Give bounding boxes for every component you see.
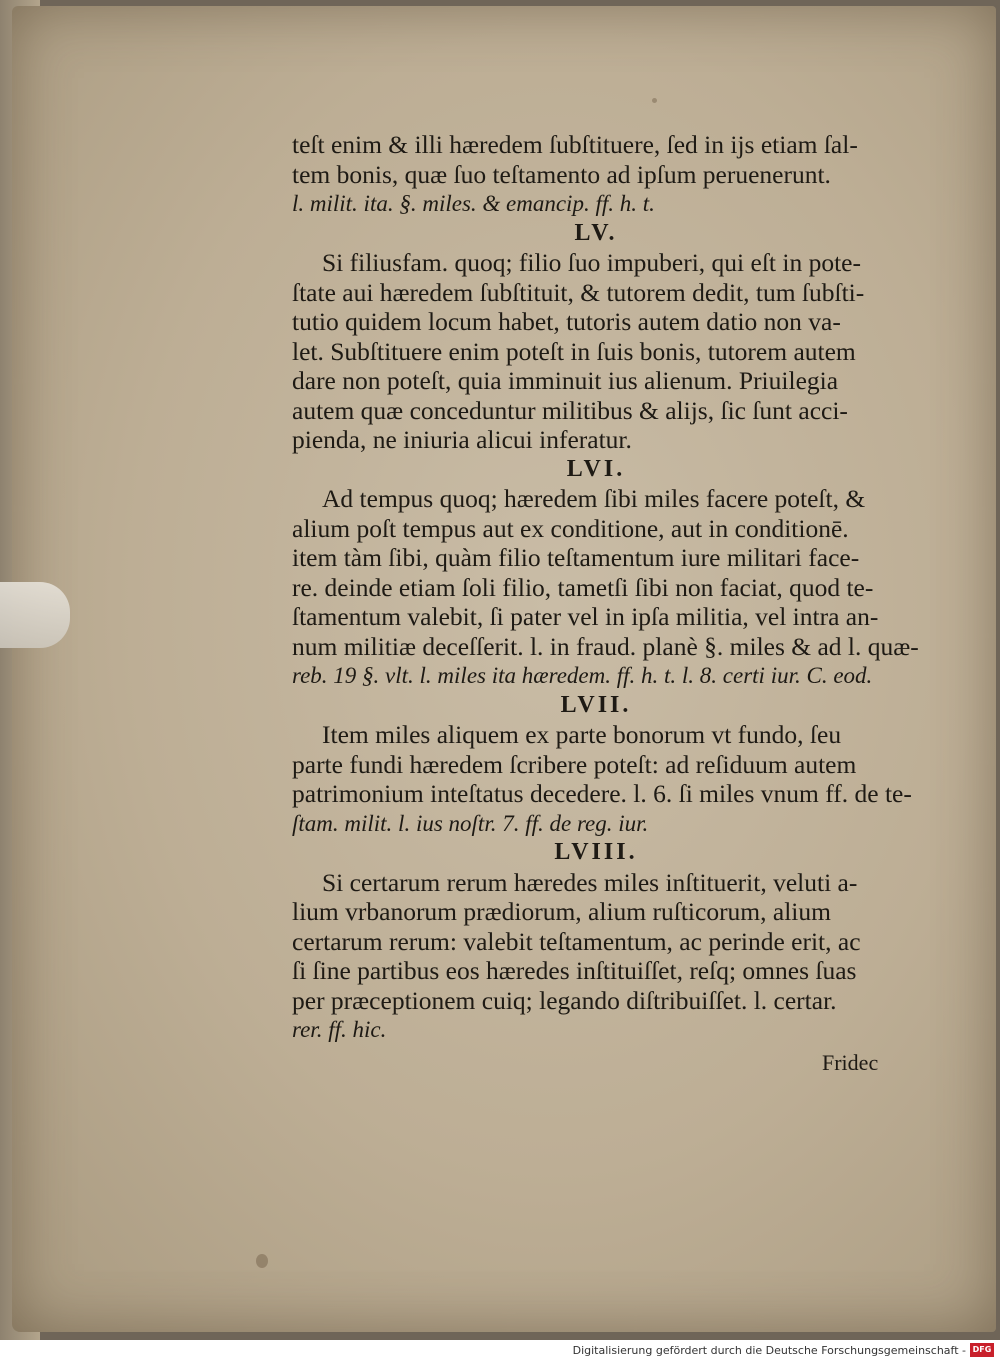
section-heading: LVIII. [554,839,638,865]
text-line: pienda, ne iniuria alicui inferatur. [292,425,632,454]
text-line: re. deinde etiam ſoli filio, tametſi ſibi non faciat, quod te- [292,572,874,602]
footer-bar [0,1340,1000,1362]
text-line: Ad tempus quoq; hæredem ſibi miles facere poteſt, & [322,484,866,513]
text-line: Si certarum rerum hæredes miles inſtituerit, veluti a- [322,867,858,897]
citation-line: rer. ff. hic. [292,1017,387,1042]
text-line: let. Subſtituere enim poteſt in ſuis bonis, tutorem autem [292,336,856,366]
paper-stain [652,98,657,103]
dfg-logo-icon: DFG [970,1343,994,1357]
section-heading: LVII. [560,691,632,718]
funding-credit: Digitalisierung gefördert durch die Deutsche Forschungsgemeinschaft - [572,1344,966,1357]
text-line: Item miles aliquem ex parte bonorum vt fundo, ſeu [322,720,842,749]
paper-stain [256,1254,268,1268]
page-text [292,130,919,1045]
text-line: alium poſt tempus aut ex conditione, aut in conditionē. [292,513,849,543]
text-line: tem bonis, quæ ſuo teſtamento ad ipſum peruenerunt. [292,159,831,189]
page-clip [0,582,70,648]
text-line: num militiæ deceſſerit. l. in fraud. planè §. miles & ad l. quæ- [292,631,919,661]
citation-line: ſtam. milit. l. ius noſtr. 7. ff. de reg. iur. [292,810,649,836]
section-heading: LV. [574,219,618,246]
text-line: teſt enim & illi hæredem ſubſtituere, ſed in ijs etiam ſal- [292,130,858,159]
text-line: certarum rerum: valebit teſtamentum, ac perinde erit, ac [292,926,861,956]
text-line: tutio quidem locum habet, tutoris autem datio non va- [292,307,841,336]
text-line: Si filiusfam. quoq; filio ſuo impuberi, qui eſt in pote- [322,248,861,277]
text-line: ſtate aui hæredem ſubſtituit, & tutorem dedit, tum ſubſti- [292,277,865,307]
text-line: item tàm ſibi, quàm filio teſtamentum iure militari face- [292,543,860,572]
text-line: lium vrbanorum prædiorum, alium ruſticorum, alium [292,897,831,926]
citation-line: reb. 19 §. vlt. l. miles ita hæredem. ff. h. t. l. 8. certi iur. C. eod. [292,663,873,688]
text-line: dare non poteſt, quia imminuit ius alienum. Priuilegia [292,366,839,395]
catchword: Fridec [822,1050,879,1075]
text-line: ſi ſine partibus eos hæredes inſtituiſſet, reſq; omnes ſuas [292,956,857,985]
citation-line: l. milit. ita. §. miles. & emancip. ff. h. t. [292,191,655,216]
text-line: parte fundi hæredem ſcribere poteſt: ad reſiduum autem [292,749,857,779]
text-line: autem quæ conceduntur militibus & alijs, ſic ſunt acci- [292,395,848,425]
text-line: patrimonium inteſtatus decedere. l. 6. ſi miles vnum ff. de te- [292,779,912,808]
text-line: per præceptionem cuiq; legando diſtribuiſſet. l. certar. [292,985,837,1015]
section-heading: LVI. [566,455,626,482]
text-line: ſtamentum valebit, ſi pater vel in ipſa militia, vel intra an- [292,602,879,631]
